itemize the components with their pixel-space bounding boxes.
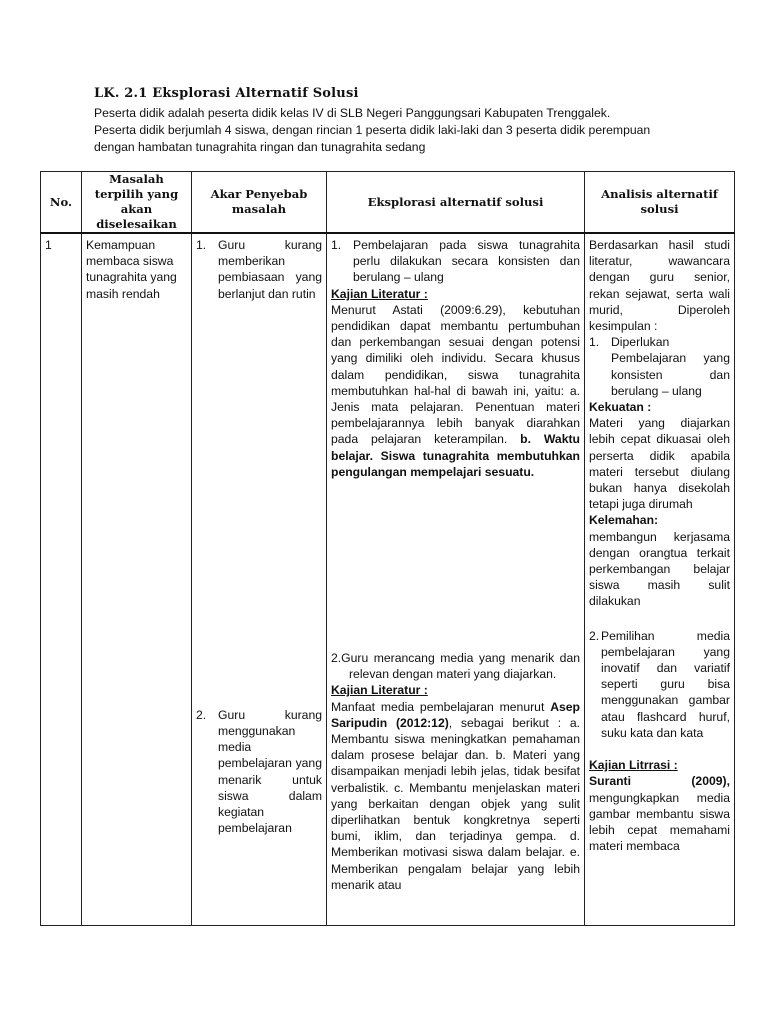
analysis-number: 2. — [589, 628, 600, 643]
cell-analisis — [585, 233, 735, 926]
header-analisis: Analisis alternatif solusi — [585, 172, 735, 234]
literature-review-2 — [331, 699, 580, 893]
solution-table — [40, 171, 735, 926]
literature-bold-text: b. Waktu belajar. Siswa tunagrahita membutuhkan pengulangan mempelajari sesuatu. — [331, 432, 580, 479]
intro-line-3: dengan hambatan tunagrahita ringan dan tunagrahita sedang — [94, 140, 426, 154]
literature-review-1 — [331, 302, 580, 480]
intro-line-2: Peserta didik berjumlah 4 siswa, dengan rincian 1 peserta didik laki-laki dan 3 peserta didik perempuan — [94, 123, 651, 137]
header-eksplorasi: Eksplorasi alternatif solusi — [327, 172, 585, 234]
solution-number: 1. — [331, 238, 342, 252]
table-row — [41, 233, 735, 926]
solution-item-1 — [331, 237, 580, 286]
kekuatan-text: Materi yang diajarkan lebih cepat dikuasai oleh perserta didik apabila materi tersebut diulang bukan hanya disekolah tetapi juga dirumah — [589, 416, 730, 512]
kajian-literatur-label-1: Kajian Literatur : — [331, 286, 428, 301]
literature-text: Menurut Astati (2009:6.29), kebutuhan pendidikan dapat membantu pertumbuhan dan perkembangan sesuai dengan potensi yang dimiliki oleh individu. Secara khusus dalam pendidikan, siswa tunagrahita membutuhkan hal-hal di bawah ini, yaitu: a. Jenis mata pelajaran. Penentuan materi pembelajarannya lebih banyak diarahkan pada pelajaran keterampilan. — [331, 302, 580, 447]
analysis-literature-text: mengungkapkan media gambar membantu siswa lebih cepat memahami materi membaca — [589, 790, 730, 854]
solution-item-text: Pembelajaran pada siswa tunagrahita perlu dilakukan secara konsisten dan berulang – ulang — [353, 238, 580, 285]
solution-item-text: 2.Guru merancang media yang menarik dan relevan dengan materi yang diajarkan. — [331, 651, 580, 682]
kajian-literatur-label-2: Kajian Literatur : — [331, 683, 428, 698]
analysis-intro: Berdasarkan hasil studi literatur, wawancara dengan guru senior, rekan sejawat, serta wali murid, Diperoleh kesimpulan : — [589, 238, 730, 334]
cell-akar — [192, 233, 327, 926]
analysis-literature-author: Suranti (2009), — [589, 774, 730, 789]
analysis-number: 1. — [589, 335, 600, 350]
cell-eksplorasi — [327, 233, 585, 926]
table-header-row — [41, 172, 735, 234]
document-title: LK. 2.1 Eksplorasi Alternatif Solusi — [94, 86, 359, 101]
header-akar: Akar Penyebab masalah — [192, 172, 327, 234]
literature-pre: Manfaat media pembelajaran menurut — [331, 699, 545, 714]
analysis-literature — [589, 773, 730, 854]
header-masalah: Masalah terpilih yang akan diselesaikan — [82, 172, 192, 234]
cause-item-2 — [196, 707, 322, 837]
cell-no: 1 — [41, 233, 82, 926]
analysis-item-text: Diperlukan Pembelajaran yang konsisten dan berulang – ulang — [611, 335, 730, 398]
literature-author: Asep Saripudin (2012:12) — [331, 699, 581, 730]
cause-number: 2. — [196, 707, 207, 722]
analysis-item-1 — [589, 334, 730, 399]
cell-masalah — [82, 233, 192, 926]
kelemahan-label: Kelemahan: — [589, 513, 659, 528]
header-no: No. — [41, 172, 82, 234]
analysis-item-2 — [589, 628, 730, 741]
kelemahan-text: membangun kerjasama dengan orangtua terkait perkembangan belajar siswa masih sulit dilakukan — [589, 529, 730, 609]
masalah-text: Kemampuan membaca siswa tunagrahita yang masih rendah — [86, 238, 177, 301]
analysis-item-text: Pemilihan media pembelajaran yang inovatif dan variatif seperti guru bisa menggunakan gambar atau flashcard huruf, suku kata dan kata — [601, 628, 730, 740]
intro-paragraph — [94, 105, 676, 156]
cause-text: Guru kurang menggunakan media pembelajaran yang menarik untuk siswa dalam kegiatan pembelajaran — [218, 707, 322, 836]
cause-item-1 — [196, 237, 322, 302]
kajian-litrrasi-label: Kajian Litrrasi : — [589, 758, 678, 773]
cause-number: 1. — [196, 238, 207, 252]
intro-line-1: Peserta didik adalah peserta didik kelas IV di SLB Negeri Panggungsari Kabupaten Trenggalek. — [94, 106, 611, 120]
solution-item-2 — [331, 650, 580, 893]
kekuatan-label: Kekuatan : — [589, 400, 652, 415]
cause-text: Guru kurang memberikan pembiasaan yang berlanjut dan rutin — [218, 238, 322, 301]
literature-text: , sebagai berikut : a. Membantu siswa meningkatkan pemahaman dalam prosese belajar dan. b. Materi yang disampaikan menjadi lebih jelas, tidak besifat verbalistik. c. Membantu menjelaskan materi yang berkaitan dengan objek yang sulit diperlihatkan bentuk kongkretnya seperti bumi, iklim, dan terjadinya gempa. d. Memberikan motivasi siswa dalam belajar. e. Memberikan pengalam belajar yang lebih menarik atau — [331, 715, 580, 892]
